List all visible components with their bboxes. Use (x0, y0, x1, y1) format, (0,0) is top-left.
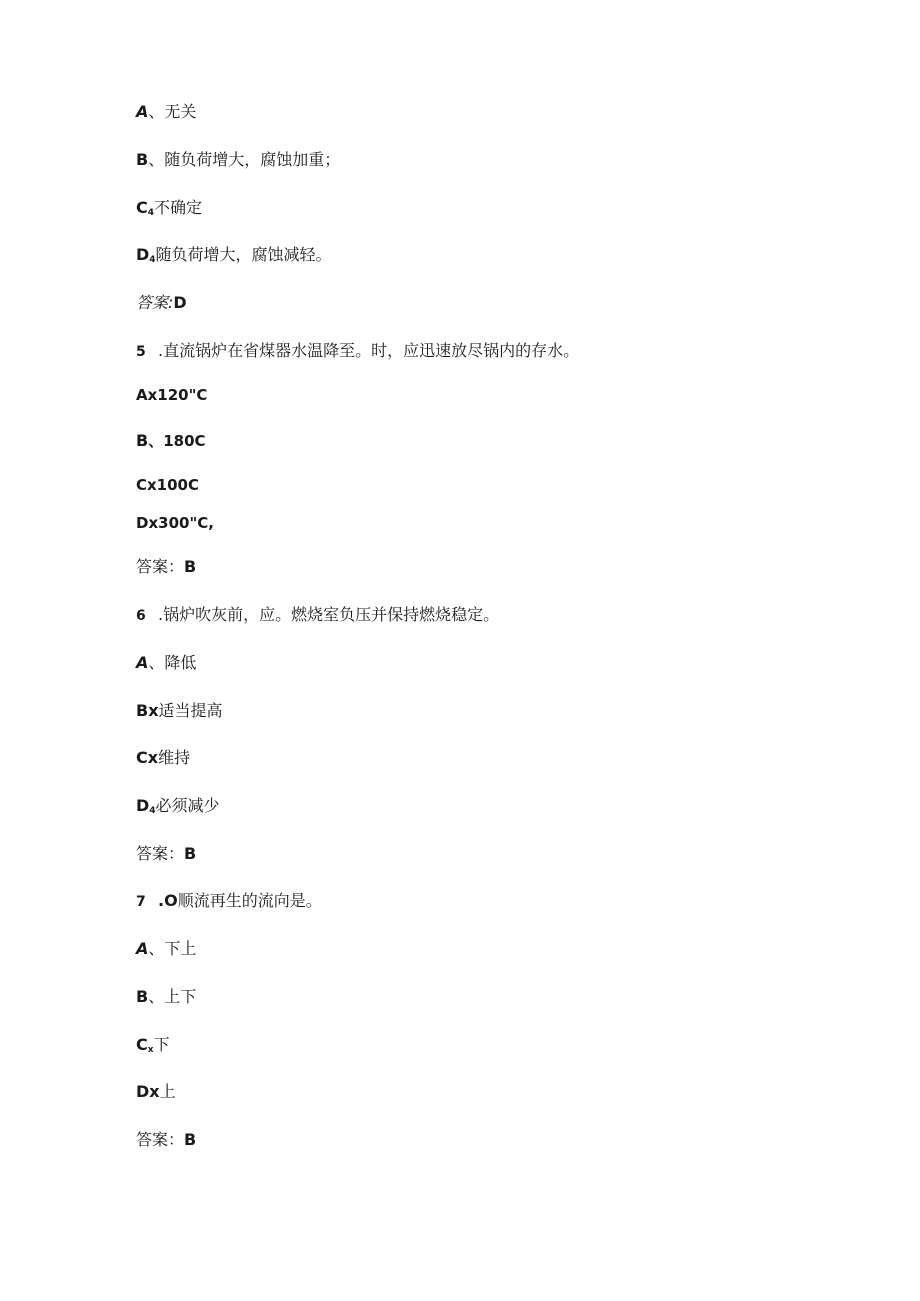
q6-option-c-text: 维持 (158, 748, 191, 767)
q4-answer (136, 293, 187, 313)
q5-answer (136, 557, 196, 577)
q6-option-d-sub: 4 (149, 806, 156, 816)
q7-text: 顺流再生的流向是。 (177, 891, 322, 910)
q6-question (136, 605, 499, 626)
q5-option-b (136, 431, 206, 451)
q7-answer-label: 答案： (136, 1130, 185, 1149)
q4-option-d-letter: D (136, 245, 150, 264)
q7-option-d (136, 1082, 176, 1102)
q6-option-b-letter: Bx (136, 701, 159, 720)
q7-option-d-text: 上 (159, 1082, 176, 1101)
q6-option-c-letter: Cx (136, 748, 159, 767)
q7-option-a (136, 939, 196, 959)
q6-text: .锅炉吹灰前，应。燃烧室负压并保持燃烧稳定。 (158, 605, 500, 624)
q5-answer-label: 答案： (136, 557, 185, 576)
q4-option-b-letter: B (136, 150, 149, 169)
q7-option-c-letter: C (136, 1035, 148, 1054)
q4-option-d-sub: 4 (149, 255, 156, 265)
q5-option-d: Dx300"C, (136, 514, 214, 532)
q6-answer-label: 答案： (136, 844, 185, 863)
q4-answer-value: D (173, 293, 187, 312)
q7-answer-value: B (184, 1130, 197, 1149)
q7-answer (136, 1130, 196, 1150)
q7-option-c-sub: x (147, 1045, 154, 1055)
q6-option-d (136, 796, 220, 821)
q7-option-c-text: 下 (153, 1035, 170, 1054)
q6-number: 6 (136, 608, 146, 624)
q5-option-a: Ax120"C (136, 386, 208, 404)
q7-number: 7 (136, 894, 146, 910)
q6-option-a-text: 、降低 (148, 653, 197, 672)
q6-option-d-letter: D (136, 796, 150, 815)
q7-option-b-letter: B (136, 987, 149, 1006)
q6-answer (136, 844, 196, 864)
q7-question (136, 891, 322, 912)
q4-option-c-text: 不确定 (154, 198, 203, 217)
q4-option-d (136, 245, 332, 270)
q4-option-a-text: 、无关 (148, 102, 197, 121)
q5-number: 5 (136, 344, 146, 360)
q4-answer-label: 答案: (136, 293, 174, 312)
q6-answer-value: B (184, 844, 197, 863)
q6-option-a-letter: A (136, 653, 149, 672)
q4-option-b-text: 、随负荷增大，腐蚀加重； (148, 150, 341, 169)
q5-option-b-text: 、180C (148, 432, 206, 450)
q4-option-d-text: 随负荷增大，腐蚀减轻。 (155, 245, 332, 264)
q4-option-a (136, 102, 196, 122)
q5-option-b-letter: B (136, 431, 149, 450)
q7-option-a-letter: A (136, 939, 149, 958)
q7-option-b (136, 987, 196, 1007)
q5-answer-value: B (184, 557, 197, 576)
q6-option-c (136, 748, 190, 768)
q6-option-b-text: 适当提高 (158, 701, 223, 720)
q4-option-c-letter: C (136, 198, 148, 217)
q5-question (136, 341, 579, 362)
q4-option-c (136, 198, 202, 223)
q6-option-b (136, 701, 223, 721)
q4-option-b (136, 150, 340, 170)
q6-option-a (136, 653, 196, 673)
q4-option-a-letter: A (136, 102, 149, 121)
q7-option-b-text: 、上下 (148, 987, 197, 1006)
q7-option-a-text: 、下上 (148, 939, 197, 958)
q7-prefix: .O (158, 891, 178, 910)
q5-text: .直流锅炉在省煤器水温降至。时，应迅速放尽锅内的存水。 (158, 341, 580, 360)
q7-option-d-letter: Dx (136, 1082, 160, 1101)
q4-option-c-sub: 4 (147, 208, 155, 218)
q5-option-c: Cx100C (136, 476, 200, 494)
q7-option-c (136, 1035, 170, 1060)
q6-option-d-text: 必须减少 (155, 796, 220, 815)
